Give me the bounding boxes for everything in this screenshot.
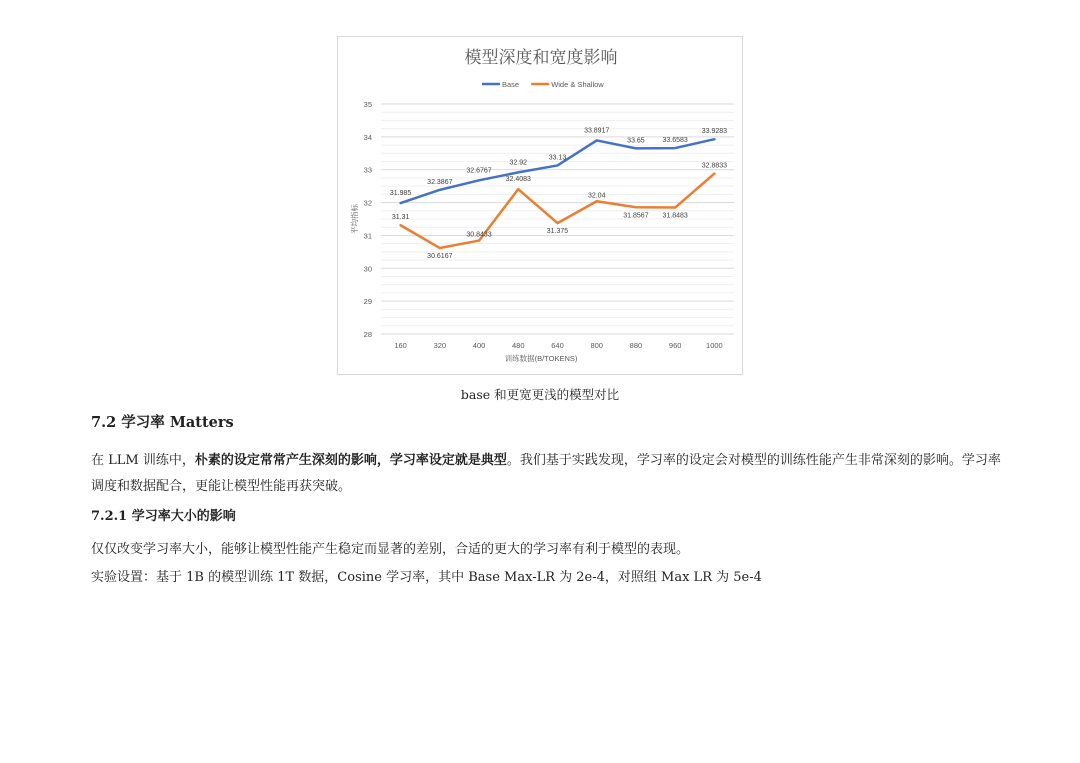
x-tick-label: 480 (512, 341, 525, 350)
y-tick-label: 34 (363, 132, 372, 142)
section-heading: 7.2 学习率 Matters (91, 414, 234, 431)
legend-label: Base (502, 80, 520, 89)
data-label: 32.04 (587, 192, 606, 200)
data-label: 31.375 (546, 228, 569, 236)
x-tick-label: 1000 (706, 341, 723, 350)
y-tick-label: 35 (363, 100, 372, 109)
x-tick-label: 160 (394, 341, 407, 350)
x-tick-label: 800 (590, 341, 603, 350)
data-label: 33.65 (627, 137, 645, 145)
legend-label: Wide & Shallow (551, 80, 604, 89)
y-tick-label: 29 (363, 297, 372, 307)
data-label: 31.985 (389, 190, 412, 198)
paragraph-1-part-a: 在 LLM 训练中， (91, 453, 195, 468)
chart-title: 模型深度和宽度影响 (464, 48, 618, 67)
data-label: 32.8833 (701, 162, 728, 170)
paragraph-2: 仅仅改变学习率大小，能够让模型性能产生稳定而显著的差别，合适的更大的学习率有利于模型的表现。 (91, 542, 690, 557)
data-label: 31.8567 (623, 212, 649, 220)
data-label: 30.8433 (466, 231, 492, 239)
data-label: 32.4083 (505, 176, 531, 184)
paragraph-1-bold: 朴素的设定常常产生深刻的影响，学习率设定就是典型 (194, 453, 507, 468)
data-label: 31.31 (391, 214, 410, 222)
y-axis-label: 平均指标 (350, 204, 359, 234)
y-tick-label: 28 (363, 330, 372, 339)
data-label: 33.6583 (662, 137, 688, 145)
x-tick-label: 960 (668, 341, 682, 350)
series-line-base (401, 139, 715, 203)
y-tick-label: 32 (363, 198, 372, 208)
paragraph-1 (91, 448, 1001, 500)
x-tick-label: 320 (433, 341, 447, 350)
data-label: 33.9283 (701, 128, 728, 136)
y-tick-label: 33 (363, 165, 372, 175)
x-tick-label: 640 (551, 341, 564, 350)
data-label: 32.92 (509, 159, 528, 167)
figure-caption: base 和更宽更浅的模型对比 (460, 387, 620, 402)
y-tick-label: 31 (363, 231, 372, 241)
data-label: 32.6767 (466, 167, 492, 175)
y-tick-label: 30 (363, 264, 372, 274)
paragraph-1-part-b: 。我们基于实践发现，学习率的设定会对模型的训练性能产生非常深刻的影响。学习率调度和数据配合，更能让模型性能再获突破。 (91, 453, 1001, 494)
data-label: 33.8917 (584, 127, 610, 135)
chart-svg (338, 37, 744, 376)
data-label: 31.8483 (662, 212, 688, 220)
x-tick-label: 880 (629, 341, 643, 350)
data-label: 30.6167 (427, 253, 453, 261)
data-label: 33.13 (548, 154, 567, 162)
paragraph-3: 实验设置：基于 1B 的模型训练 1T 数据，Cosine 学习率，其中 Base Max-LR 为 2e-4，对照组 Max LR 为 5e-4 (91, 570, 762, 585)
data-label: 32.3867 (427, 178, 453, 186)
line-chart (337, 36, 743, 375)
subsection-heading: 7.2.1 学习率大小的影响 (91, 509, 236, 524)
x-axis-label: 训练数据(B/TOKENS) (504, 354, 578, 363)
x-tick-label: 400 (472, 341, 486, 350)
